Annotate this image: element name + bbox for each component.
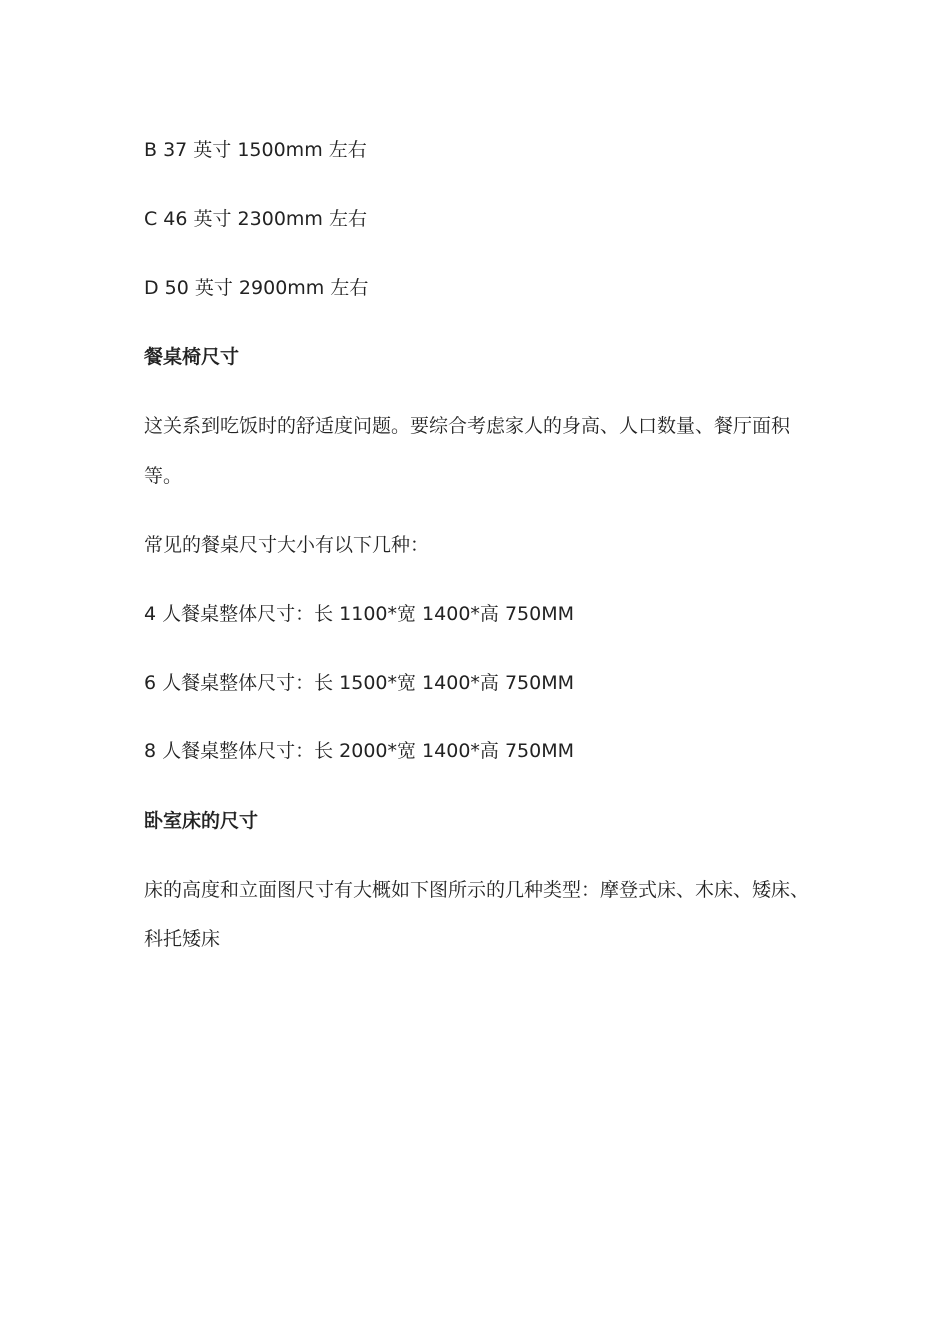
bedroom-bed-heading: 卧室床的尺寸 <box>144 810 259 832</box>
tv-size-c-line: C 46 英寸 2300mm 左右 <box>144 208 367 230</box>
dining-paragraph-line-2: 等。 <box>144 465 183 487</box>
bed-paragraph-line-1: 床的高度和立面图尺寸有大概如下图所示的几种类型：摩登式床、木床、矮床、 <box>144 879 810 901</box>
dining-table-heading: 餐桌椅尺寸 <box>144 346 240 368</box>
tv-size-d-line: D 50 英寸 2900mm 左右 <box>144 277 369 299</box>
tv-size-b-line: B 37 英寸 1500mm 左右 <box>144 139 367 161</box>
table-size-4-person: 4 人餐桌整体尺寸：长 1100*宽 1400*高 750MM <box>144 603 575 625</box>
table-size-8-person: 8 人餐桌整体尺寸：长 2000*宽 1400*高 750MM <box>144 740 575 762</box>
dining-paragraph-line-1: 这关系到吃饭时的舒适度问题。要综合考虑家人的身高、人口数量、餐厅面积 <box>144 415 791 437</box>
table-size-6-person: 6 人餐桌整体尺寸：长 1500*宽 1400*高 750MM <box>144 672 575 694</box>
bed-paragraph-line-2: 科托矮床 <box>144 928 221 950</box>
common-sizes-intro: 常见的餐桌尺寸大小有以下几种： <box>144 534 430 556</box>
